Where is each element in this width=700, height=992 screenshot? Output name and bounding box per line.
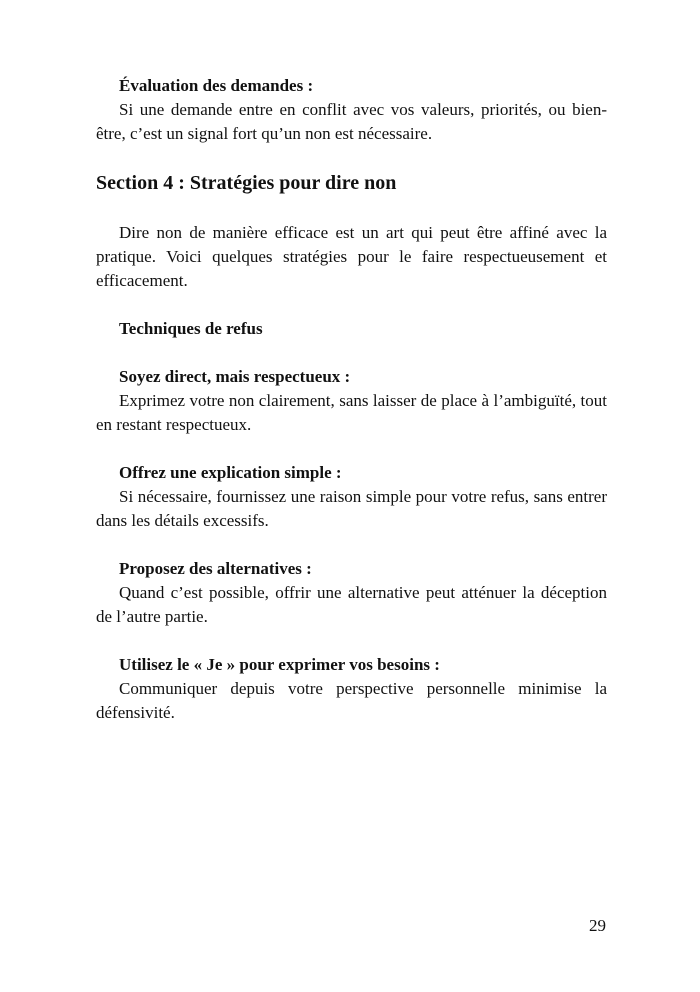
- evaluation-title: Évaluation des demandes :: [119, 76, 314, 95]
- technique-block: [96, 461, 607, 533]
- page-number: 29: [589, 916, 606, 935]
- section-title: Section 4 : Stratégies pour dire non: [96, 172, 397, 194]
- evaluation-text: Si une demande entre en conflit avec vos valeurs, priorités, ou bien-être, c’est un signal fort qu’un non est nécessaire.: [96, 100, 607, 143]
- page-content: [96, 74, 607, 725]
- section-intro: Dire non de manière efficace est un art qui peut être affiné avec la pratique. Voici quelques stratégies pour le faire respectueusement et efficacement.: [96, 223, 607, 290]
- technique-block: [96, 557, 607, 629]
- technique-block: [96, 653, 607, 725]
- technique-block: [96, 365, 607, 437]
- techniques-heading: Techniques de refus: [119, 319, 263, 338]
- technique-title: Utilisez le « Je » pour exprimer vos besoins :: [119, 655, 440, 674]
- technique-title: Proposez des alternatives :: [119, 559, 312, 578]
- technique-text: Quand c’est possible, offrir une alternative peut atténuer la déception de l’autre partie.: [96, 583, 607, 626]
- technique-title: Soyez direct, mais respectueux :: [119, 367, 351, 386]
- technique-text: Communiquer depuis votre perspective personnelle minimise la défensivité.: [96, 679, 607, 722]
- technique-title: Offrez une explication simple :: [119, 463, 342, 482]
- evaluation-block: [96, 74, 607, 146]
- technique-text: Si nécessaire, fournissez une raison simple pour votre refus, sans entrer dans les détails excessifs.: [96, 487, 607, 530]
- technique-text: Exprimez votre non clairement, sans laisser de place à l’ambiguïté, tout en restant respectueux.: [96, 391, 607, 434]
